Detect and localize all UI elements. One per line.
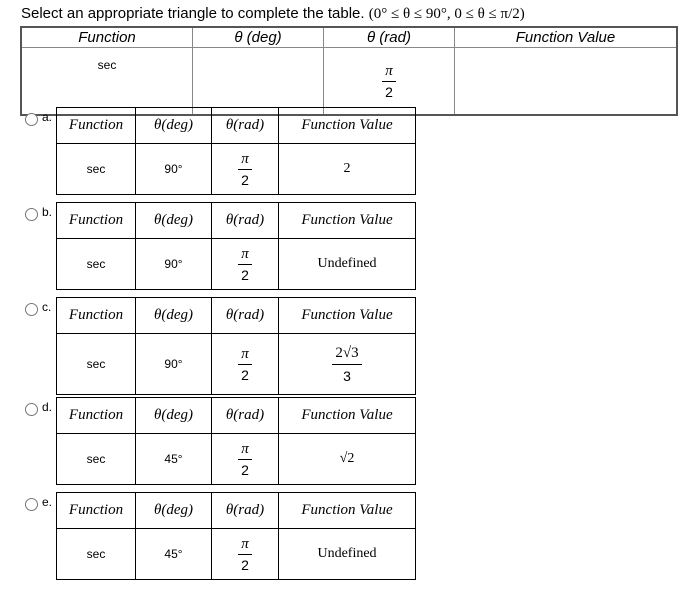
opt-header-deg: θ(deg)	[136, 493, 212, 529]
rad-numerator: π	[241, 535, 249, 552]
opt-header-function: Function	[57, 108, 136, 144]
option-letter: c.	[42, 300, 52, 314]
rad-numerator: π	[241, 150, 249, 167]
opt-cell-deg: 90°	[136, 334, 212, 395]
rad-denominator: 2	[241, 556, 249, 573]
opt-cell-rad	[212, 434, 279, 485]
option-letter: e.	[42, 495, 53, 509]
option-letter: d.	[42, 400, 53, 414]
opt-header-rad: θ(rad)	[212, 493, 279, 529]
rad-denominator: 2	[241, 266, 249, 283]
opt-cell-rad	[212, 529, 279, 580]
opt-header-value: Function Value	[279, 298, 416, 334]
rad-numerator: π	[241, 440, 249, 457]
opt-header-function: Function	[57, 203, 136, 239]
radio-button[interactable]	[25, 498, 38, 511]
opt-header-deg: θ(deg)	[136, 298, 212, 334]
opt-header-deg: θ(deg)	[136, 398, 212, 434]
option-table	[56, 107, 416, 195]
opt-cell-function: sec	[57, 529, 136, 580]
option-table	[56, 397, 416, 485]
radio-button[interactable]	[25, 403, 38, 416]
main-cell-value	[455, 48, 678, 116]
header-deg: θ (deg)	[193, 27, 324, 48]
opt-cell-deg: 45°	[136, 434, 212, 485]
opt-header-value: Function Value	[279, 203, 416, 239]
opt-header-function: Function	[57, 493, 136, 529]
option-table	[56, 202, 416, 290]
opt-cell-value: 2	[279, 144, 416, 195]
value-numerator: 2√3	[335, 344, 359, 361]
opt-header-deg: θ(deg)	[136, 108, 212, 144]
rad-numerator: π	[241, 345, 249, 362]
opt-cell-rad	[212, 239, 279, 290]
opt-cell-function: sec	[57, 144, 136, 195]
opt-cell-value: √2	[279, 434, 416, 485]
opt-header-function: Function	[57, 398, 136, 434]
opt-cell-deg: 45°	[136, 529, 212, 580]
value-fraction	[332, 345, 361, 384]
opt-cell-rad	[212, 334, 279, 395]
header-rad: θ (rad)	[324, 27, 455, 48]
opt-cell-function: sec	[57, 239, 136, 290]
question-condition: (0° ≤ θ ≤ 90°, 0 ≤ θ ≤ π/2)	[368, 6, 525, 22]
opt-cell-function: sec	[57, 334, 136, 395]
rad-numerator: π	[241, 245, 249, 262]
opt-cell-value: Undefined	[279, 529, 416, 580]
main-cell-deg	[193, 48, 324, 116]
main-cell-rad	[324, 48, 455, 116]
radio-button[interactable]	[25, 208, 38, 221]
option-table	[56, 492, 416, 580]
question-text	[21, 5, 525, 23]
option-letter: b.	[42, 205, 53, 219]
opt-header-rad: θ(rad)	[212, 203, 279, 239]
opt-cell-value	[279, 334, 416, 395]
opt-cell-value: Undefined	[279, 239, 416, 290]
header-value: Function Value	[455, 27, 678, 48]
question-prompt: Select an appropriate triangle to complete the table.	[21, 5, 365, 22]
opt-cell-function: sec	[57, 434, 136, 485]
opt-header-value: Function Value	[279, 493, 416, 529]
rad-denominator: 2	[241, 461, 249, 478]
rad-fraction	[382, 63, 396, 100]
opt-header-value: Function Value	[279, 398, 416, 434]
opt-header-value: Function Value	[279, 108, 416, 144]
rad-denominator: 2	[385, 83, 393, 100]
header-function: Function	[21, 27, 193, 48]
opt-cell-deg: 90°	[136, 144, 212, 195]
opt-cell-deg: 90°	[136, 239, 212, 290]
radio-button[interactable]	[25, 113, 38, 126]
rad-denominator: 2	[241, 171, 249, 188]
value-denominator: 3	[343, 367, 351, 384]
opt-header-function: Function	[57, 298, 136, 334]
option-letter: a.	[42, 110, 53, 124]
rad-numerator: π	[385, 62, 393, 79]
opt-header-rad: θ(rad)	[212, 108, 279, 144]
option-table	[56, 297, 416, 395]
opt-header-rad: θ(rad)	[212, 398, 279, 434]
rad-denominator: 2	[241, 366, 249, 383]
opt-cell-rad	[212, 144, 279, 195]
radio-button[interactable]	[25, 303, 38, 316]
main-cell-function: sec	[21, 48, 193, 116]
opt-header-deg: θ(deg)	[136, 203, 212, 239]
opt-header-rad: θ(rad)	[212, 298, 279, 334]
main-table	[20, 26, 678, 116]
